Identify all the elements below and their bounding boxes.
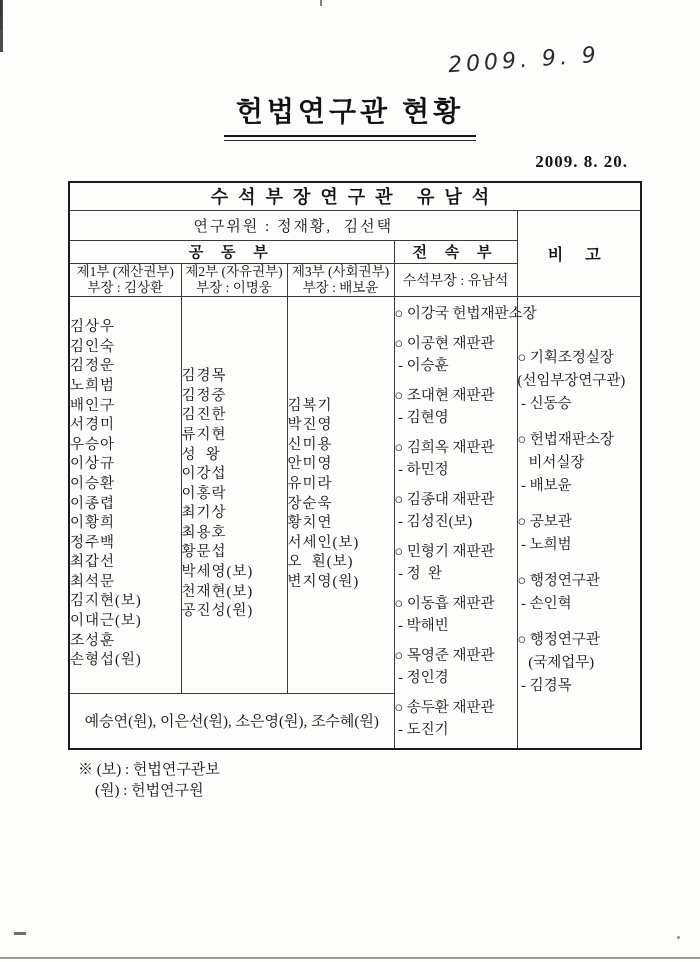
scan-artifact-top-center (320, 0, 322, 6)
remark-line: 비서실장 (517, 454, 585, 471)
remarks-header-cell: 비 고 (517, 210, 641, 296)
assignment-line: - 하민정 (394, 462, 449, 479)
assignment-line (395, 325, 517, 333)
footnote-line-1: ※ (보) : 헌법연구관보 (78, 762, 220, 778)
researcher-name: 이종렵 (70, 495, 116, 512)
researcher-name: 이황희 (70, 515, 116, 532)
common-division-header: 공 동 부 (69, 240, 394, 263)
researcher-name: 공진성(원) (181, 603, 254, 620)
researcher-name: 천재현(보) (181, 583, 254, 600)
researcher-name: 김지현(보) (70, 593, 142, 610)
assignment-line (395, 689, 517, 697)
researcher-name: 최기상 (181, 505, 227, 522)
dept1-head: 부장 : 김상환 (87, 279, 164, 295)
roster-body-row (69, 296, 641, 693)
dept2-header-cell (181, 263, 287, 296)
exclusive-division-header: 전 속 부 (394, 240, 517, 263)
researcher-name: 손형섭(원) (70, 652, 142, 669)
researcher-name: 조성훈 (70, 632, 116, 649)
researcher-name: 장순욱 (287, 495, 333, 512)
chief-head-cell: 수석부장 : 유남석 (394, 263, 517, 296)
footnote-line-2: (원) : 헌법연구원 (95, 783, 204, 799)
page-title: 헌법연구관 현황 (235, 97, 465, 128)
researcher-name: 이승환 (70, 475, 116, 492)
assignment-line: - 정인경 (394, 670, 449, 687)
dept3-header-cell (287, 263, 394, 296)
remark-line: - 손인혁 (517, 595, 572, 612)
assignment-line: - 이승훈 (394, 358, 449, 375)
dept3-head: 부장 : 배보윤 (302, 279, 379, 295)
researcher-name: 최용호 (181, 524, 227, 541)
assignment-line: ○ 조대현 재판관 (394, 388, 495, 405)
assignment-line: - 박해빈 (394, 618, 449, 635)
assignment-line: ○ 민형기 재판관 (394, 544, 495, 561)
assignment-line (395, 637, 517, 645)
remark-line: (국제업무) (517, 654, 595, 671)
researcher-name: 변지영(원) (287, 573, 360, 590)
researcher-name: 이대근(보) (70, 613, 142, 630)
assignment-line: - 정 완 (394, 566, 442, 583)
researcher-name: 우승아 (70, 436, 116, 453)
researcher-name: 박진영 (287, 417, 333, 434)
remark-line: - 배보윤 (517, 477, 572, 494)
researcher-name: 이상규 (70, 456, 116, 473)
roster-table (68, 181, 642, 750)
remark-line (518, 616, 641, 629)
remark-line: ○ 행정연구관 (517, 572, 600, 589)
researcher-name: 성 왕 (181, 446, 221, 463)
document-date: 2009. 8. 20. (535, 152, 628, 171)
remark-line: - 노희범 (517, 536, 572, 553)
researcher-name: 박세영(보) (181, 564, 254, 581)
researcher-name: 서세인(보) (287, 534, 360, 551)
researcher-name: 배인구 (70, 397, 116, 414)
assignment-line: - 김성진(보) (394, 514, 473, 531)
assignment-line (395, 533, 517, 541)
scan-artifact-left-edge (0, 0, 2, 30)
researcher-name: 김진한 (181, 407, 227, 424)
dept2-names-cell (181, 296, 287, 693)
remark-line: ○ 행정연구관 (517, 631, 600, 648)
researcher-name: 황문섭 (181, 544, 227, 561)
researcher-name: 김복기 (287, 397, 333, 414)
handwritten-date: 2009. 9. 9 (447, 42, 601, 79)
document-title-block (0, 90, 700, 141)
researcher-name: 김인숙 (70, 338, 116, 355)
assignment-line: ○ 이공현 재판관 (394, 336, 495, 353)
assignment-line (395, 481, 517, 489)
remark-line: (선임부장연구관) (517, 372, 626, 389)
additional-researchers-cell: 예승연(원), 이은선(원), 소은영(원), 조수혜(원) (69, 693, 394, 749)
researcher-name: 유미라 (287, 475, 333, 492)
researcher-name: 오 훤(보) (287, 554, 354, 571)
advisors-row (69, 210, 641, 240)
researcher-name: 김경목 (181, 368, 227, 385)
assignment-line: ○ 송두환 재판관 (394, 700, 495, 717)
researcher-name: 최석문 (70, 573, 116, 590)
assignment-line: ○ 이강국 헌법재판소장 (394, 306, 537, 323)
dept3-title: 제3부 (사회권부) (291, 263, 390, 279)
remark-line (518, 557, 641, 570)
remarks-content-cell (517, 296, 641, 749)
researcher-name: 황치연 (287, 515, 333, 532)
remark-line: - 김경목 (517, 677, 572, 694)
assignment-line: ○ 이동흡 재판관 (394, 596, 495, 613)
assignment-line: ○ 김종대 재판관 (394, 492, 495, 509)
assignment-line: - 김현영 (394, 410, 449, 427)
researcher-name: 서경미 (70, 417, 116, 434)
chief-researcher-header: 수석부장연구관 유남석 (69, 182, 641, 210)
dept1-title: 제1부 (재산권부) (76, 263, 174, 279)
title-underline (224, 135, 476, 141)
scan-artifact-bottom-left (14, 932, 26, 935)
chief-researcher-row (69, 182, 641, 210)
research-advisors-cell: 연구위원 : 정재황, 김선택 (69, 210, 517, 240)
exclusive-assignments-cell (394, 296, 537, 749)
remark-line (518, 416, 641, 429)
remark-line: ○ 공보관 (517, 513, 572, 530)
footnote-block (78, 760, 220, 802)
dept1-header-cell (69, 263, 181, 296)
assignment-line: ○ 목영준 재판관 (394, 648, 495, 665)
researcher-name: 김정운 (70, 358, 116, 375)
researcher-name: 노희범 (70, 377, 116, 394)
dept2-title: 제2부 (자유권부) (185, 263, 283, 279)
researcher-name: 김정중 (181, 387, 227, 404)
scan-artifact-bottom-right (677, 936, 680, 939)
researcher-name: 김상우 (70, 319, 116, 336)
researcher-name: 이강섭 (181, 466, 227, 483)
researcher-name: 정주백 (70, 534, 116, 551)
assignment-line: ○ 김희옥 재판관 (394, 440, 495, 457)
assignment-line (395, 585, 517, 593)
assignment-line: - 도진기 (394, 722, 449, 739)
dept1-names-cell (69, 296, 181, 693)
remark-line: ○ 기획조정실장 (517, 349, 614, 366)
researcher-name: 이홍락 (181, 485, 227, 502)
researcher-name: 최갑선 (70, 554, 116, 571)
dept3-names-cell (287, 296, 394, 693)
researcher-name: 류지현 (181, 426, 227, 443)
assignment-line (395, 377, 517, 385)
dept2-head: 부장 : 이명웅 (196, 279, 272, 295)
scan-artifact-bottom-line (0, 957, 700, 959)
remark-line: ○ 헌법재판소장 (517, 431, 614, 448)
remark-line: - 신동승 (517, 395, 572, 412)
researcher-name: 신미용 (287, 436, 333, 453)
remark-line (518, 498, 641, 511)
researcher-name: 안미영 (287, 456, 333, 473)
assignment-line (395, 429, 517, 437)
